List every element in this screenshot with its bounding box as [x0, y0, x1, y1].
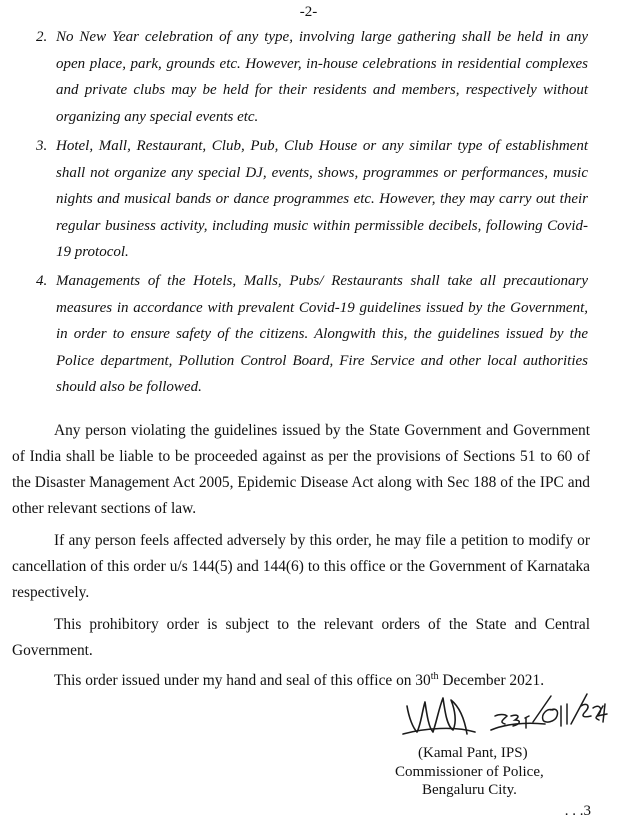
petition-paragraph	[12, 528, 590, 606]
issued-ordinal: th	[430, 670, 439, 682]
order-item-3	[36, 133, 588, 266]
item-number: 3.	[36, 138, 48, 154]
order-item-2	[36, 24, 588, 130]
item-number: 2.	[36, 29, 48, 45]
violation-text: Any person violating the guidelines issued by the State Government and Government of India shall be liable to be proceeded against as per the provisions of Sections 51 to 60 of the Disaster Management Act 2005, Epidemic Disease Act along with Sec 188 of the IPC and other relevant sections of law.	[12, 422, 590, 517]
handwritten-signature	[395, 688, 610, 750]
signature-city: Bengaluru City.	[422, 782, 517, 798]
petition-text: If any person feels affected adversely by this order, he may file a petition to modify or cancellation of this order u/s 144(5) and 144(6) to this office or the Government of Karnataka respectively.	[12, 532, 590, 601]
item-text: Managements of the Hotels, Malls, Pubs/ Restaurants shall take all precautionary measures in accordance with prevalent Covid-19 guidelines issued by the Government, in order to ensure safety of the citizens. Alongwith this, the guidelines issued by the Police department, Pollution Control Board, Fire Service and other local authorities should also be followed.	[56, 273, 588, 395]
order-item-4	[36, 268, 588, 401]
handwritten-date	[495, 694, 607, 728]
signature-name: (Kamal Pant, IPS)	[418, 745, 528, 761]
item-text: Hotel, Mall, Restaurant, Club, Pub, Club House or any similar type of establishment shall not organize any special DJ, events, shows, programmes or performances, music nights and musical bands or dance programmes etc. However, they may carry out their regular business activity, including music within permissible decibels, following Covid-19 protocol.	[56, 138, 588, 260]
item-number: 4.	[36, 273, 48, 289]
signature-title: Commissioner of Police,	[395, 764, 544, 780]
item-text: No New Year celebration of any type, involving large gathering shall be held in any open place, park, grounds etc. However, in-house celebrations in residential complexes and private clubs may be held for their residents and members, respectively without organizing any special events etc.	[56, 29, 588, 125]
violation-paragraph	[12, 418, 590, 522]
page-number: -2-	[299, 4, 318, 20]
continuation-marker: . . .3	[564, 803, 591, 819]
prohibitory-paragraph	[12, 612, 590, 664]
issued-text-end: December 2021.	[438, 672, 545, 689]
prohibitory-text: This prohibitory order is subject to the relevant orders of the State and Central Government.	[12, 616, 590, 659]
issued-text: This order issued under my hand and seal of this office on 30	[54, 672, 431, 689]
